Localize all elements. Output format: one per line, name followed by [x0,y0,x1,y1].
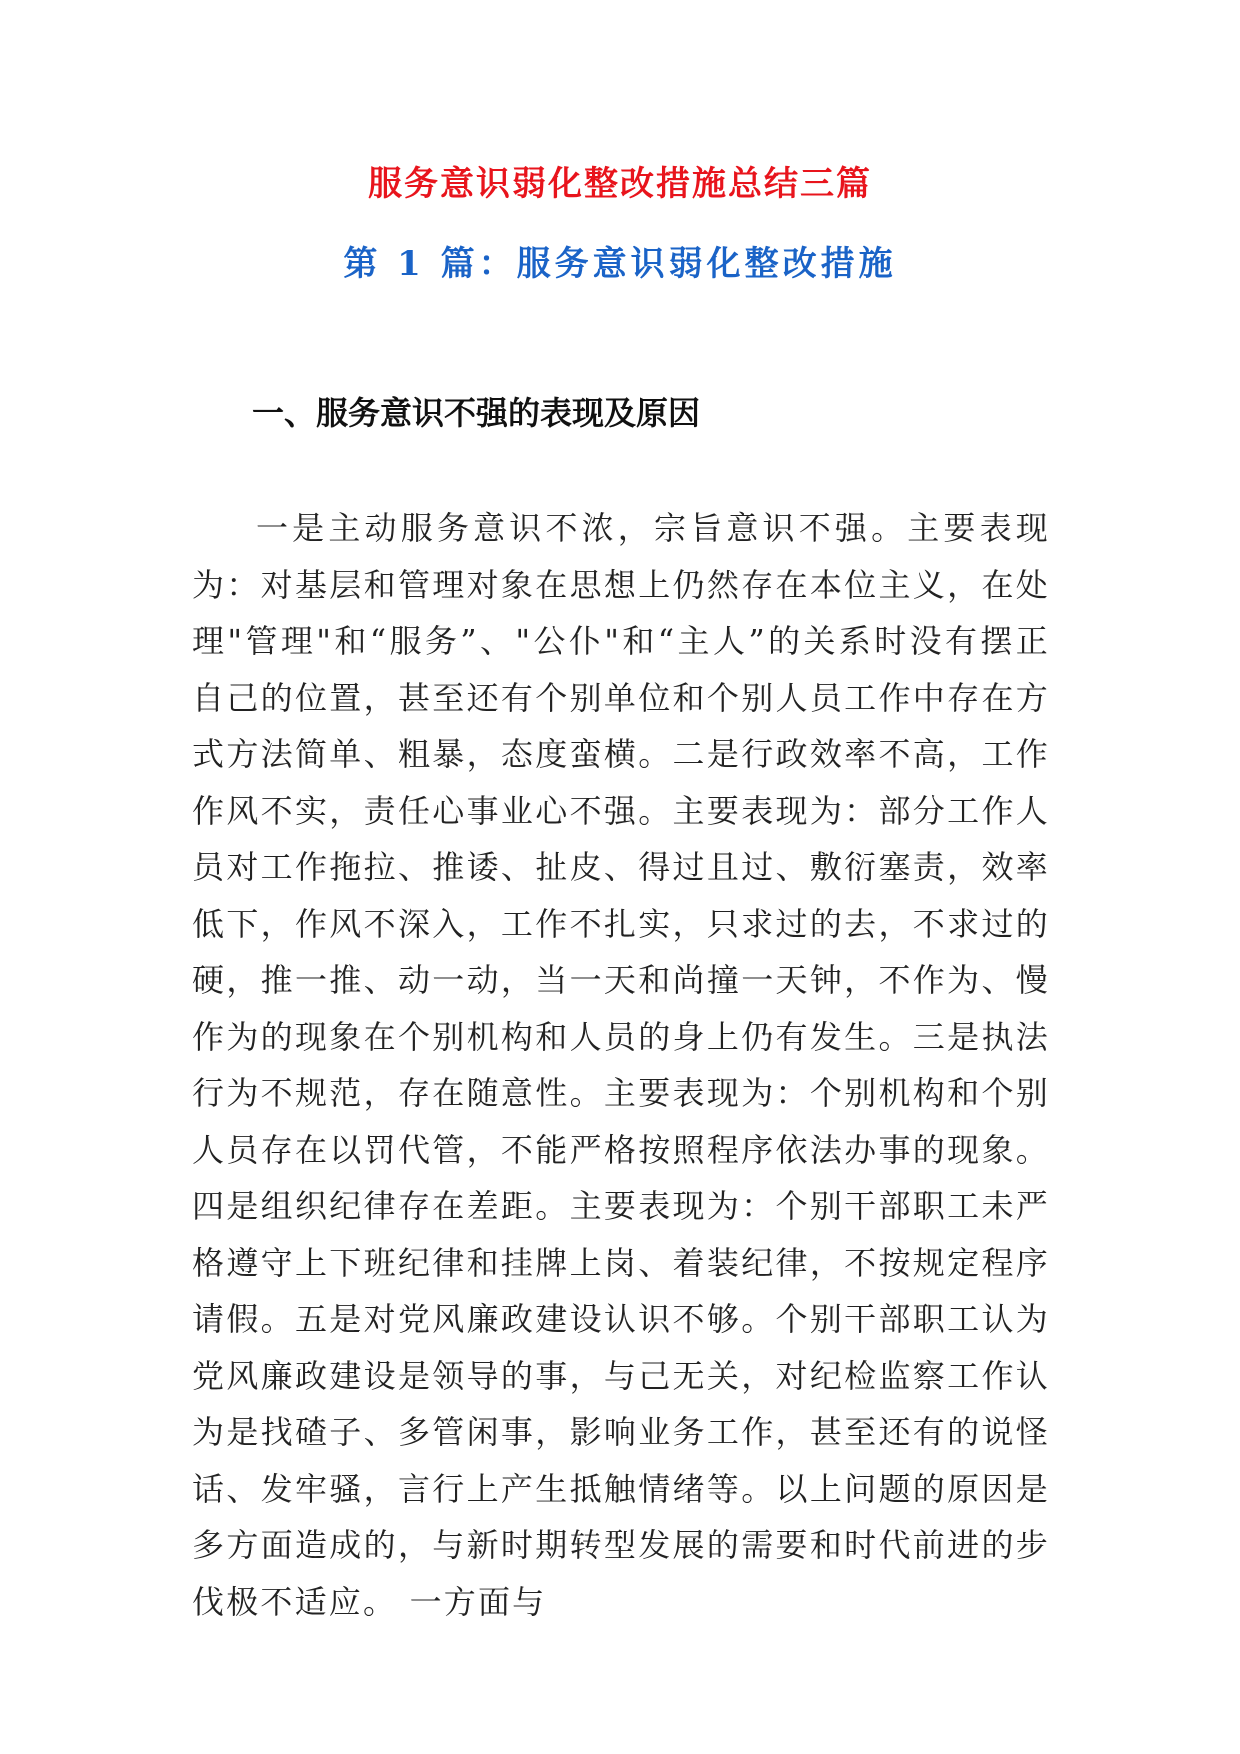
document-title: 服务意识弱化整改措施总结三篇 [368,164,872,204]
body-paragraph: 一是主动服务意识不浓，宗旨意识不强。主要表现为：对基层和管理对象在思想上仍然存在本位主义，在处理"管理"和“服务”、"公仆"和“主人”的关系时没有摆正自己的位置，甚至还有个别单位和个别人员工作中存在方式方法简单、粗暴，态度蛮横。二是行政效率不高，工作作风不实，责任心事业心不强。主要表现为：部分工作人员对工作拖拉、推诿、扯皮、得过且过、敷衍塞责，效率低下，作风不深入，工作不扎实，只求过的去，不求过的硬，推一推、动一动，当一天和尚撞一天钟，不作为、慢作为的现象在个别机构和人员的身上仍有发生。三是执法行为不规范，存在随意性。主要表现为：个别机构和个别人员存在以罚代管，不能严格按照程序依法办事的现象。四是组织纪律存在差距。主要表现为：个别干部职工未严格遵守上下班纪律和挂牌上岗、着装纪律，不按规定程序请假。五是对党风廉政建设认识不够。个别干部职工认为党风廉政建设是领导的事，与己无关，对纪检监察工作认为是找碴子、多管闲事，影响业务工作，甚至还有的说怪话、发牢骚，言行上产生抵触情绪等。以上问题的原因是多方面造成的，与新时期转型发展的需要和时代前进的步伐极不适应。 一方面与 [192,509,1050,1621]
document-subtitle: 第 1 篇：服务意识弱化整改措施 [343,244,897,284]
section-heading: 一、服务意识不强的表现及原因 [252,394,701,432]
